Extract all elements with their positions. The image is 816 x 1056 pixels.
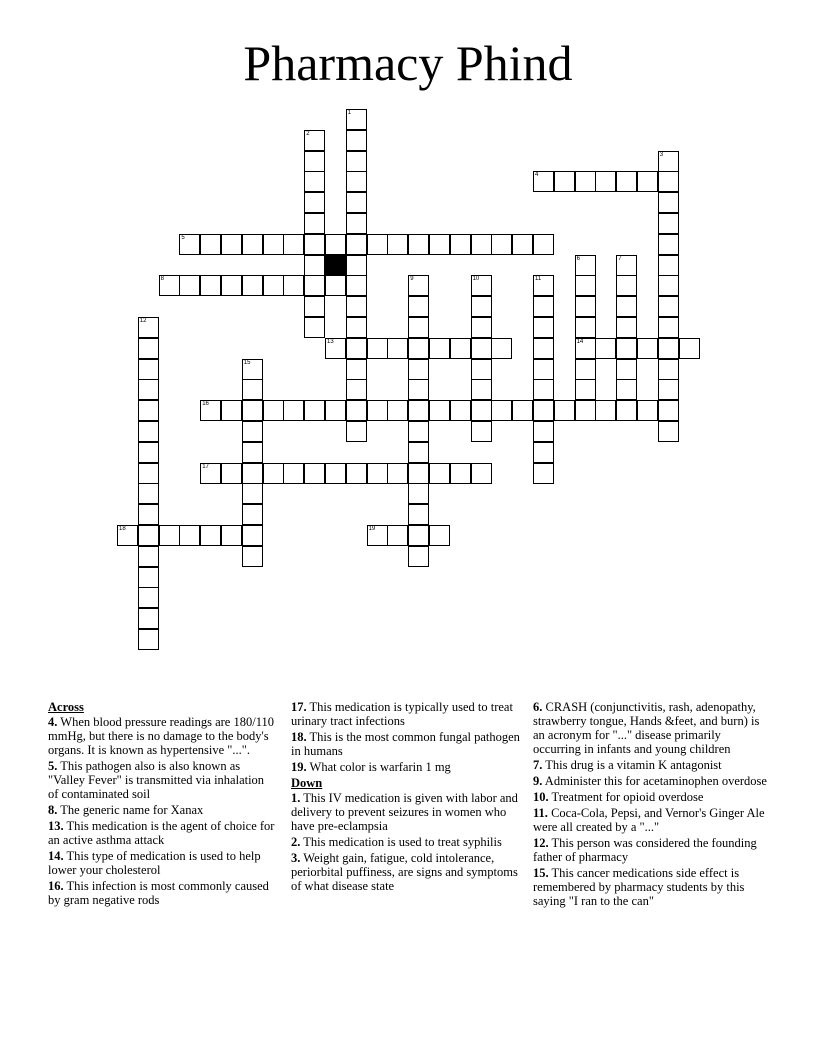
clue-number: 8: [160, 276, 164, 283]
grid-cell[interactable]: [367, 338, 388, 359]
grid-cell[interactable]: [138, 567, 159, 588]
grid-cell[interactable]: [387, 400, 408, 421]
grid-cell[interactable]: [616, 255, 637, 276]
grid-cell[interactable]: [221, 234, 242, 255]
grid-cell[interactable]: [242, 359, 263, 380]
grid-cell[interactable]: [575, 359, 596, 380]
clue-text: Treatment for opioid overdose: [548, 790, 704, 804]
clue-number-label: 2.: [291, 834, 301, 849]
grid-cell[interactable]: [138, 608, 159, 629]
grid-cell[interactable]: [408, 525, 429, 546]
grid-cell[interactable]: [658, 400, 679, 421]
grid-cell[interactable]: [658, 338, 679, 359]
grid-cell[interactable]: [491, 338, 512, 359]
grid-cell[interactable]: [304, 234, 325, 255]
grid-cell[interactable]: [658, 317, 679, 338]
clue-number: 13: [327, 338, 334, 345]
grid-cell[interactable]: [408, 317, 429, 338]
grid-cell[interactable]: [658, 171, 679, 192]
clue-number-label: 17.: [291, 700, 307, 714]
grid-cell[interactable]: [471, 400, 492, 421]
grid-cell[interactable]: [138, 629, 159, 650]
grid-cell[interactable]: [325, 338, 346, 359]
clue-number-label: 7.: [533, 757, 543, 772]
grid-cell[interactable]: [429, 400, 450, 421]
grid-cell[interactable]: [221, 463, 242, 484]
grid-cell[interactable]: [616, 171, 637, 192]
clue-number-label: 11.: [533, 806, 548, 821]
grid-cell[interactable]: [658, 296, 679, 317]
grid-cell[interactable]: [325, 234, 346, 255]
across-heading: Across: [48, 700, 84, 714]
grid-cell[interactable]: [242, 463, 263, 484]
across-clue: [48, 804, 276, 818]
grid-cell[interactable]: [367, 234, 388, 255]
grid-cell[interactable]: [408, 400, 429, 421]
clue-number-label: 18.: [291, 730, 307, 744]
grid-cell[interactable]: [346, 421, 367, 442]
across-clue: [48, 760, 276, 802]
clue-number: 19: [368, 526, 376, 532]
grid-cell[interactable]: [491, 400, 512, 421]
grid-cell[interactable]: [637, 338, 658, 359]
grid-cell[interactable]: [346, 379, 367, 400]
clue-number: 9: [410, 276, 414, 283]
grid-cell[interactable]: [263, 275, 284, 296]
grid-cell[interactable]: [304, 317, 325, 338]
clue-number-label: 9.: [533, 773, 543, 788]
clue-number: 1: [347, 110, 352, 116]
grid-cell[interactable]: [554, 171, 575, 192]
clue-number-label: 12.: [533, 836, 549, 851]
grid-cell[interactable]: [533, 379, 554, 400]
clue-number-label: 6.: [533, 700, 543, 714]
clue-number-label: 14.: [48, 848, 64, 863]
grid-cell[interactable]: [471, 463, 492, 484]
clue-text: Coca-Cola, Pepsi, and Vernor's Ginger Ale were all created by a "...": [533, 806, 765, 834]
grid-cell[interactable]: [575, 275, 596, 296]
clues-column-3: [533, 701, 769, 911]
grid-cell[interactable]: [138, 483, 159, 504]
grid-cell[interactable]: [616, 317, 637, 338]
grid-cell[interactable]: [304, 171, 325, 192]
grid-cell[interactable]: [242, 400, 263, 421]
down-clue: [533, 807, 769, 835]
clues-column-1: [48, 701, 276, 910]
down-clue: [533, 867, 769, 909]
clue-number: 12: [139, 318, 147, 324]
clues-column-2: [291, 701, 523, 896]
grid-cell[interactable]: [658, 234, 679, 255]
grid-cell[interactable]: [304, 213, 325, 234]
grid-cell[interactable]: [575, 255, 596, 276]
down-heading: Down: [291, 776, 323, 791]
grid-cell[interactable]: [512, 400, 533, 421]
grid-cell[interactable]: [471, 234, 492, 255]
down-clue: [291, 852, 523, 894]
clue-text: Weight gain, fatigue, cold intolerance, periorbital puffiness, are signs and symptoms of what disease state: [291, 851, 518, 893]
grid-cell[interactable]: [387, 525, 408, 546]
grid-cell[interactable]: [616, 359, 637, 380]
grid-cell[interactable]: [221, 400, 242, 421]
grid-cell[interactable]: [304, 151, 325, 172]
grid-cell[interactable]: [283, 463, 304, 484]
grid-cell[interactable]: [595, 338, 616, 359]
grid-cell[interactable]: [408, 546, 429, 567]
across-clue: [48, 850, 276, 878]
grid-cell[interactable]: [637, 400, 658, 421]
grid-cell[interactable]: [179, 234, 200, 255]
grid-cell[interactable]: [658, 421, 679, 442]
clue-number-label: 10.: [533, 790, 549, 804]
grid-cell[interactable]: [200, 463, 221, 484]
clue-number: 10: [472, 276, 480, 283]
grid-cell[interactable]: [200, 525, 221, 546]
grid-cell[interactable]: [387, 463, 408, 484]
grid-cell[interactable]: [616, 400, 637, 421]
grid-cell[interactable]: [408, 275, 429, 296]
down-clue: [291, 792, 523, 834]
grid-cell[interactable]: [408, 442, 429, 463]
grid-cell[interactable]: [533, 421, 554, 442]
grid-cell[interactable]: [304, 130, 325, 151]
grid-cell[interactable]: [616, 338, 637, 359]
grid-cell[interactable]: [325, 275, 346, 296]
grid-cell[interactable]: [471, 338, 492, 359]
clue-text: The generic name for Xanax: [57, 802, 204, 817]
grid-cell[interactable]: [138, 317, 159, 338]
grid-cell[interactable]: [138, 379, 159, 400]
grid-cell[interactable]: [533, 463, 554, 484]
grid-cell[interactable]: [138, 400, 159, 421]
grid-cell[interactable]: [304, 296, 325, 317]
grid-cell[interactable]: [304, 275, 325, 296]
grid-cell[interactable]: [575, 296, 596, 317]
clue-number: 4: [535, 172, 539, 179]
grid-cell[interactable]: [346, 317, 367, 338]
grid-cell[interactable]: [242, 483, 263, 504]
grid-cell[interactable]: [533, 442, 554, 463]
grid-cell[interactable]: [533, 317, 554, 338]
clue-number: 17: [202, 463, 209, 470]
clue-text: CRASH (conjunctivitis, rash, adenopathy, strawberry tongue, Hands &feet, and burn) is an acronym for "..." disease primarily occurring in infants and young children: [533, 700, 760, 756]
grid-cell[interactable]: [658, 213, 679, 234]
grid-cell[interactable]: [346, 463, 367, 484]
grid-cell[interactable]: [554, 400, 575, 421]
clue-text: When blood pressure readings are 180/110 mmHg, but there is no damage to the body's organs. It is known as hypertensive "...".: [48, 714, 274, 757]
grid-cell[interactable]: [658, 255, 679, 276]
grid-cell[interactable]: [367, 525, 388, 546]
grid-cell[interactable]: [179, 525, 200, 546]
down-clue: [533, 791, 769, 805]
clue-text: This cancer medications side effect is remembered by pharmacy students by this saying "I ran to the can": [533, 866, 745, 908]
grid-cell[interactable]: [346, 255, 367, 276]
clue-text: What color is warfarin 1 mg: [306, 760, 451, 774]
grid-cell[interactable]: [179, 275, 200, 296]
clue-text: This IV medication is given with labor and delivery to prevent seizures in women who have pre-eclampsia: [291, 791, 518, 833]
grid-cell[interactable]: [658, 192, 679, 213]
clue-number-label: 13.: [48, 818, 64, 833]
grid-cell[interactable]: [346, 192, 367, 213]
across-clue: [48, 716, 276, 758]
grid-cell[interactable]: [367, 400, 388, 421]
grid-cell[interactable]: [408, 463, 429, 484]
grid-cell[interactable]: [408, 338, 429, 359]
grid-cell[interactable]: [575, 379, 596, 400]
across-clue: [291, 701, 523, 729]
grid-cell[interactable]: [117, 525, 138, 546]
grid-cell[interactable]: [263, 463, 284, 484]
clue-number: 14: [576, 338, 584, 345]
grid-cell[interactable]: [450, 338, 471, 359]
grid-cell[interactable]: [450, 463, 471, 484]
grid-cell[interactable]: [471, 296, 492, 317]
grid-cell[interactable]: [533, 296, 554, 317]
grid-cell[interactable]: [325, 463, 346, 484]
grid-cell[interactable]: [138, 359, 159, 380]
grid-cell[interactable]: [283, 400, 304, 421]
grid-cell[interactable]: [575, 338, 596, 359]
page-title: Pharmacy Phind: [243, 35, 573, 91]
grid-cell[interactable]: [429, 234, 450, 255]
grid-cell[interactable]: [595, 400, 616, 421]
grid-cell[interactable]: [658, 379, 679, 400]
grid-cell[interactable]: [138, 338, 159, 359]
grid-cell[interactable]: [138, 463, 159, 484]
grid-cell[interactable]: [512, 234, 533, 255]
grid-cell[interactable]: [242, 275, 263, 296]
down-clue: [533, 759, 769, 773]
clue-text: This medication is the agent of choice for an active asthma attack: [48, 818, 275, 847]
grid-cell[interactable]: [346, 109, 367, 130]
grid-cell[interactable]: [346, 234, 367, 255]
grid-cell[interactable]: [221, 525, 242, 546]
grid-cell[interactable]: [450, 234, 471, 255]
grid-cell[interactable]: [346, 296, 367, 317]
clue-text: This infection is most commonly caused by gram negative rods: [48, 878, 269, 907]
grid-cell[interactable]: [533, 234, 554, 255]
clue-number: 18: [119, 526, 126, 532]
grid-cell[interactable]: [408, 359, 429, 380]
grid-cell[interactable]: [575, 317, 596, 338]
grid-cell[interactable]: [159, 275, 180, 296]
grid-cell[interactable]: [595, 171, 616, 192]
grid-cell[interactable]: [658, 151, 679, 172]
clue-number-label: 19.: [291, 760, 307, 774]
grid-cell[interactable]: [346, 359, 367, 380]
clue-number: 7: [618, 255, 622, 262]
grid-cell[interactable]: [242, 421, 263, 442]
grid-cell[interactable]: [429, 525, 450, 546]
grid-cell[interactable]: [616, 275, 637, 296]
black-square: [325, 255, 346, 276]
clue-number: 15: [243, 359, 251, 366]
grid-cell[interactable]: [408, 234, 429, 255]
grid-cell[interactable]: [242, 504, 263, 525]
grid-cell[interactable]: [408, 483, 429, 504]
clue-text: Administer this for acetaminophen overdose: [542, 773, 767, 788]
clue-number-label: 16.: [48, 878, 64, 893]
clue-text: This pathogen also is also known as "Valley Fever" is transmitted via inhalation of contaminated soil: [48, 758, 265, 801]
grid-cell[interactable]: [346, 338, 367, 359]
grid-cell[interactable]: [346, 151, 367, 172]
grid-cell[interactable]: [471, 379, 492, 400]
grid-cell[interactable]: [346, 130, 367, 151]
grid-cell[interactable]: [138, 442, 159, 463]
grid-cell[interactable]: [242, 546, 263, 567]
grid-cell[interactable]: [138, 421, 159, 442]
grid-cell[interactable]: [263, 234, 284, 255]
grid-cell[interactable]: [491, 234, 512, 255]
grid-cell[interactable]: [471, 275, 492, 296]
grid-cell[interactable]: [200, 234, 221, 255]
grid-cell[interactable]: [408, 421, 429, 442]
down-clue: [533, 701, 769, 757]
grid-cell[interactable]: [200, 400, 221, 421]
grid-cell[interactable]: [283, 275, 304, 296]
grid-cell[interactable]: [138, 587, 159, 608]
grid-cell[interactable]: [242, 442, 263, 463]
across-clue: [291, 761, 523, 775]
down-clue: [533, 837, 769, 865]
grid-cell[interactable]: [242, 379, 263, 400]
grid-cell[interactable]: [304, 192, 325, 213]
clue-text: This person was considered the founding father of pharmacy: [533, 836, 757, 864]
grid-cell[interactable]: [658, 359, 679, 380]
clue-number: 6: [576, 255, 580, 262]
clue-text: This type of medication is used to help lower your cholesterol: [48, 848, 261, 877]
clue-number: 2: [306, 130, 310, 137]
clue-number-label: 8.: [48, 802, 58, 817]
clue-number-label: 5.: [48, 758, 58, 773]
grid-cell[interactable]: [471, 421, 492, 442]
grid-cell[interactable]: [429, 338, 450, 359]
grid-cell[interactable]: [616, 379, 637, 400]
grid-cell[interactable]: [533, 400, 554, 421]
clue-number: 16: [202, 401, 209, 408]
clue-text: This medication is used to treat syphilis: [300, 834, 502, 849]
across-clue: [291, 731, 523, 759]
grid-cell[interactable]: [200, 275, 221, 296]
grid-cell[interactable]: [471, 359, 492, 380]
clue-number: 5: [181, 234, 185, 241]
grid-cell[interactable]: [242, 525, 263, 546]
clue-number: 11: [535, 276, 542, 283]
grid-cell[interactable]: [533, 359, 554, 380]
grid-cell[interactable]: [221, 275, 242, 296]
grid-cell[interactable]: [471, 317, 492, 338]
grid-cell[interactable]: [408, 379, 429, 400]
down-clue: [291, 836, 523, 850]
grid-cell[interactable]: [575, 400, 596, 421]
grid-cell[interactable]: [408, 504, 429, 525]
clue-number-label: 3.: [291, 851, 301, 865]
clue-number-label: 4.: [48, 714, 58, 729]
grid-cell[interactable]: [533, 338, 554, 359]
grid-cell[interactable]: [450, 400, 471, 421]
grid-cell[interactable]: [304, 255, 325, 276]
grid-cell[interactable]: [346, 275, 367, 296]
grid-cell[interactable]: [387, 234, 408, 255]
grid-cell[interactable]: [242, 234, 263, 255]
grid-cell[interactable]: [346, 400, 367, 421]
down-clue: [533, 775, 769, 789]
grid-cell[interactable]: [679, 338, 700, 359]
grid-cell[interactable]: [325, 400, 346, 421]
grid-cell[interactable]: [637, 171, 658, 192]
clue-text: This medication is typically used to treat urinary tract infections: [291, 700, 513, 728]
clue-text: This drug is a vitamin K antagonist: [542, 757, 722, 772]
grid-cell[interactable]: [283, 234, 304, 255]
clue-number-label: 15.: [533, 866, 549, 881]
clue-text: This is the most common fungal pathogen in humans: [291, 730, 520, 758]
grid-cell[interactable]: [408, 296, 429, 317]
grid-cell[interactable]: [263, 400, 284, 421]
grid-cell[interactable]: [387, 338, 408, 359]
grid-cell[interactable]: [159, 525, 180, 546]
grid-cell[interactable]: [429, 463, 450, 484]
grid-cell[interactable]: [346, 171, 367, 192]
across-clue: [48, 880, 276, 908]
grid-cell[interactable]: [367, 463, 388, 484]
clue-number: 3: [659, 151, 664, 158]
across-clue: [48, 820, 276, 848]
grid-cell[interactable]: [304, 400, 325, 421]
clue-number-label: 1.: [291, 791, 301, 805]
grid-cell[interactable]: [658, 275, 679, 296]
grid-cell[interactable]: [304, 463, 325, 484]
grid-cell[interactable]: [346, 213, 367, 234]
grid-cell[interactable]: [533, 275, 554, 296]
grid-cell[interactable]: [533, 171, 554, 192]
grid-cell[interactable]: [138, 546, 159, 567]
grid-cell[interactable]: [616, 296, 637, 317]
grid-cell[interactable]: [138, 504, 159, 525]
grid-cell[interactable]: [138, 525, 159, 546]
grid-cell[interactable]: [575, 171, 596, 192]
